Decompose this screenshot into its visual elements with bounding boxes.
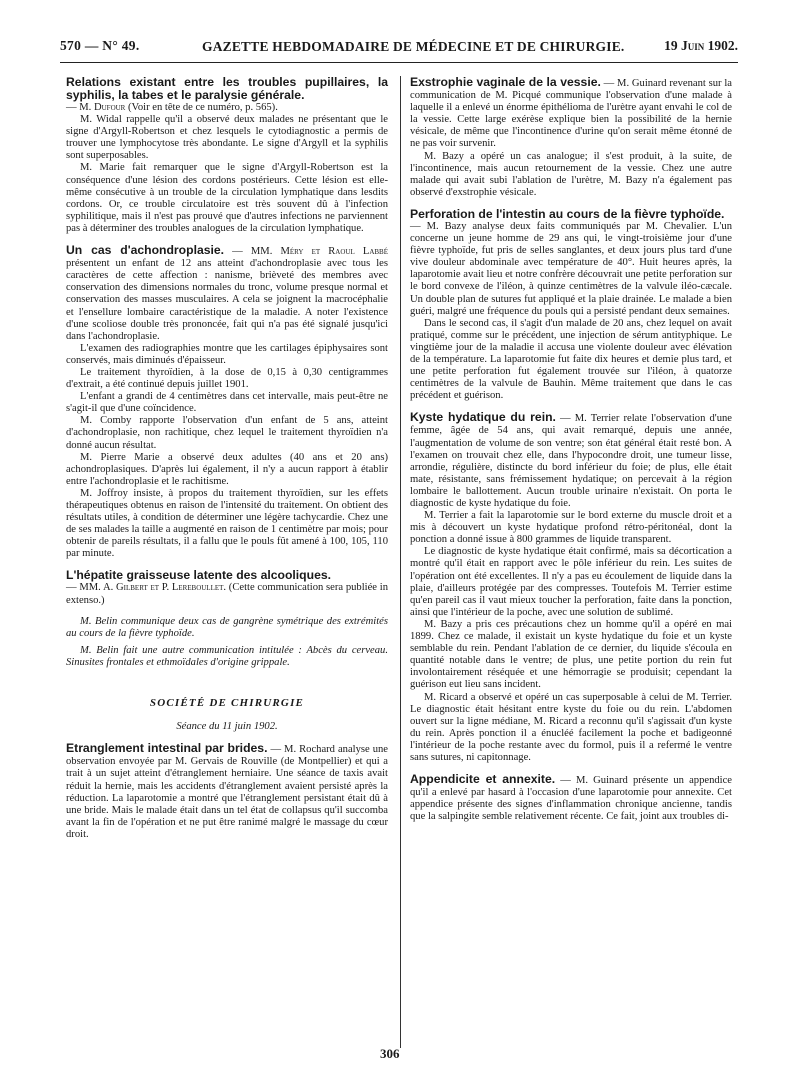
paragraph: M. Bazy a opéré un cas analogue; il s'est produit, à la suite, de l'incontinence, mais aucun retournement de la vessie. Chez une autre malade qui avait subi l'ablation de l'urètre, M. Bazy n'a également pas observé d'exstrophie vésicale. xyxy=(410,150,732,198)
paragraph: M. Marie fait remarquer que le signe d'Argyll-Robertson est la conséquence d'une lésion des cordons postérieurs. Cette lésion est elle-même consécutive à un trouble de la circulation lymphatique dans lesdits cordons. Or, ce trouble circulatoire est très souvent dû à l'infection syphilitique, mais il n'est pas prouvé que d'autres infections ne parviennent pas à déterminer des troubles analogues de la circulation lymphatique. xyxy=(66,162,388,234)
paragraph: L'enfant a grandi de 4 centimètres dans cet intervalle, mais peut-être ne s'agit-il que d'une coïncidence. xyxy=(66,391,388,415)
society-heading: SOCIÉTÉ DE CHIRURGIE xyxy=(149,697,305,710)
paragraph: — MM. A. Gilbert et P. Lereboullet. (Cette communication sera publiée in extenso.) xyxy=(66,582,388,606)
header-rule xyxy=(60,62,738,63)
section-title: Exstrophie vaginale de la vessie. xyxy=(410,75,601,89)
section-etranglement xyxy=(66,742,388,841)
issue-number: 570 — N° 49. xyxy=(60,38,140,53)
section-title: Appendicite et annexite. xyxy=(410,772,556,787)
journal-title: GAZETTE HEBDOMADAIRE DE MÉDECINE ET DE CHIRURGIE. xyxy=(202,39,625,54)
paragraph: M. Pierre Marie a observé deux adultes (40 ans et 20 ans) achondroplasiques. D'après lui également, il n'y a aucun rapport à établir entre l'achondroplasie et le rachitisme. xyxy=(66,451,388,487)
paragraph: M. Terrier a fait la laparotomie sur le bord externe du muscle droit et a mis à découvert un kyste hydatique profond rétro-péritonéal, dont la ponction a donné issue à 800 grammes de liquide transparent. xyxy=(410,510,732,546)
paragraph: Etranglement intestinal par brides. — M. Rochard analyse une observation envoyée par M. Gervais de Rouville (de Montpellier) et qui a trait à un sujet atteint d'étranglement herniaire. Une séance de taxis avait réduit la hernie, mais les accidents d'étranglement avaient persisté après la réduction. La laparotomie a montré que l'étranglement persistant était dû à une bride. Mais le malade était dans un tel état de collapsus qu'il succomba avant la fin de l'opération et ne put être ranimé malgré le massage du cœur droit. xyxy=(66,741,388,840)
section-exstrophie xyxy=(410,76,732,199)
paragraph: L'examen des radiographies montre que les cartilages épiphysaires sont conservés, mais diminués d'épaisseur. xyxy=(66,342,388,366)
section-achondroplasie xyxy=(66,244,388,560)
section-appendicite xyxy=(410,773,732,823)
session-date: Séance du 11 juin 1902. xyxy=(176,721,278,733)
paragraph: M. Comby rapporte l'observation d'un enfant de 5 ans, atteint d'achondroplasie, non rachitique, chez lequel le traitement thyroïdien n'a donné aucun résultat. xyxy=(66,415,388,451)
paragraph: Le diagnostic de kyste hydatique était confirmé, mais sa décortication a montré qu'il était en rapport avec le pôle inférieur du rein. Les suites de l'opération ont été excellentes. Il n'y a pas eu écoulement de liquide dans la plaie, d'ailleurs protégée par des compresses. Toutefois M. Terrier estime qu'en pareil cas il vaut mieux toucher la perforation, faite dans la ponction, ainsi que l'intérieur de la poche, avec une solution de sublimé. xyxy=(410,546,732,618)
paragraph: M. Joffroy insiste, à propos du traitement thyroïdien, sur les effets thérapeutiques obtenus en raison de l'intensité du traitement. On obtient des résultats utiles, à condition de déterminer une légère tachycardie. Chez une de ses malades la taille a augmenté en raison de 1 centimètre par mois; pour obtenir de pareils résultats, il a fallu que le pouls fût amené à 100, 105, 110 par minute. xyxy=(66,487,388,560)
section-title: Etranglement intestinal par brides. xyxy=(66,741,268,756)
paragraph: M. Bazy a pris ces précautions chez un homme qu'il a opéré en mai 1899. Chez ce malade, il existait un kyste hydatique du foie et un kyste semblable du rein. Pendant l'ablation de ce dernier, du liquide s'écoula en quantité notable dans le ventre; de plus, une petite portion du rein fut involontairement réséquée et une hémorragie se produisit; cependant la guérison eut lieu sans incident. xyxy=(410,618,732,691)
section-title: Un cas d'achondroplasie. xyxy=(66,243,225,258)
reference-line: — M. Dufour (Voir en tête de ce numéro, p. 565). xyxy=(66,102,278,113)
paragraph: Exstrophie vaginale de la vessie. — M. Guinard revenant sur la communication de M. Picqué communique l'observation d'une malade à laquelle il a enlevé un énorme épithélioma de l'urètre ayant envahi le col de la vessie. Cette large exérèse explique bien la possibilité de la hernie vésicale, de même que l'incontinence d'urine qu'on serait même étonné de ne pas voir survenir. xyxy=(410,75,732,150)
left-column xyxy=(66,76,388,841)
section-perforation xyxy=(410,208,732,402)
section-title: Kyste hydatique du rein. xyxy=(410,410,556,425)
section-title: Perforation de l'intestin au cours de la fièvre typhoïde. xyxy=(410,206,725,221)
section-relations xyxy=(66,76,388,235)
paragraph: M. Ricard a observé et opéré un cas superposable à celui de M. Terrier. Le diagnostic était hésitant entre kyste du foie ou du rein. L'abdomen ouvert sur la ligne médiane, M. Ricard a reconnu qu'il s'agissait d'un kyste du rein. Après ponction il a énucléé facilement la poche et badigeonné l'intérieur de la poche restante avec du formol, puis il a refermé le ventre sans sutures, ni capitonnage. xyxy=(410,691,732,763)
paragraph: Dans le second cas, il s'agit d'un malade de 20 ans, chez lequel on avait pratiqué, comme sur le précédent, une injection de sérum antityphique. Le vingtième jour de la maladie il accusa une violente douleur avec élévation de la température. La laparotomie fut faite dix heures et demie plus tard, et une petite perforation fut également trouvée sur l'iléon, à quatorze centimètres de la valvule de Bauhin. Même traitement que dans le cas précédent et guérison. xyxy=(410,317,732,402)
paragraph: Le traitement thyroïdien, à la dose de 0,15 à 0,30 centigrammes d'extrait, a été continué depuis juillet 1901. xyxy=(66,366,388,391)
section-hepatite xyxy=(66,569,388,606)
paragraph: Un cas d'achondroplasie. — MM. Méry et Raoul Labbé présentent un enfant de 12 ans atteint d'achondroplasie avec tous les caractères de cette affection : nanisme, brièveté des membres avec conservation des dimensions normales du tronc, volume presque normal et conservation des masses musculaires. A cela se joignent la macrocéphalie et l'ensellure lombaire caractéristique de la maladie. A noter l'existence d'une scoliose double très prononcée, fait qui n'a pas été signalé jusqu'ici dans l'achondroplasie. xyxy=(66,243,388,342)
issue-date: 19 Juin 1902. xyxy=(664,38,738,53)
page-number: 306 xyxy=(380,1046,400,1061)
paragraph: Appendicite et annexite. — M. Guinard présente un appendice qu'il a enlevé par hasard à l'occasion d'une laparotomie pour annexite. Cet appendice présente des signes d'inflammation chronique ancienne, tandis que la salpingite semble relativement récente. Ce fait, joint aux troubles di- xyxy=(410,772,733,823)
paragraph: M. Widal rappelle qu'il a observé deux malades ne présentant que le signe d'Argyll-Robertson et chez lesquels le cytodiagnostic a permis de trouver une lymphocytose très abondante. Le signe d'Argyll et la syphilis sont superposables. xyxy=(66,114,388,162)
paragraph: — M. Bazy analyse deux faits communiqués par M. Chevalier. L'un concerne un jeune homme de 29 ans qui, le vingt-troisième jour d'une fièvre typhoïde, fut pris de selles sanglantes, et deux jours plus tard d'une vive douleur abdominale avec température de 40°. Huit heures après, la laparotomie avait lieu et notre confrère découvrait une petite perforation sur le bord convexe de l'iléon, à quinze centimètres de la valvule iléo-cæcale. Un double plan de sutures fut appliqué et la plaie drainée. Le malade a bien guéri, malgré une fréquence du pouls qui a persisté pendant deux semaines. xyxy=(410,220,732,317)
column-divider xyxy=(400,76,401,1048)
running-header xyxy=(60,38,738,58)
section-title: Relations existant entre les troubles pupillaires, la syphilis, la tabes et le paralysie générale. xyxy=(66,75,388,102)
paragraph: M. Belin communique deux cas de gangrène symétrique des extrémités au cours de la fièvre typhoïde. xyxy=(66,615,388,639)
paragraph: Kyste hydatique du rein. — M. Terrier relate l'observation d'une femme, âgée de 54 ans, qui avait remarqué, depuis une année, l'augmentation de volume de son ventre; son état général était resté bon. A l'examen on trouvait chez elle, dans l'hypocondre droit, une tumeur lisse, arrondie, régulière, distincte du bord inférieur du foie; de plus, elle était mate, résistante, sans frémissement hydatique; on percevait à la région lombaire le ballottement. Aucun trouble urinaire n'existait. On porta le diagnostic de kyste hydatique du foie. xyxy=(410,410,732,509)
section-kyste xyxy=(410,411,732,764)
right-column xyxy=(410,76,732,823)
paragraph: M. Belin fait une autre communication intitulée : Abcès du cerveau. Sinusites frontales et ethmoïdales d'origine grippale. xyxy=(66,644,388,668)
section-title: L'hépatite graisseuse latente des alcooliques. xyxy=(66,568,332,583)
